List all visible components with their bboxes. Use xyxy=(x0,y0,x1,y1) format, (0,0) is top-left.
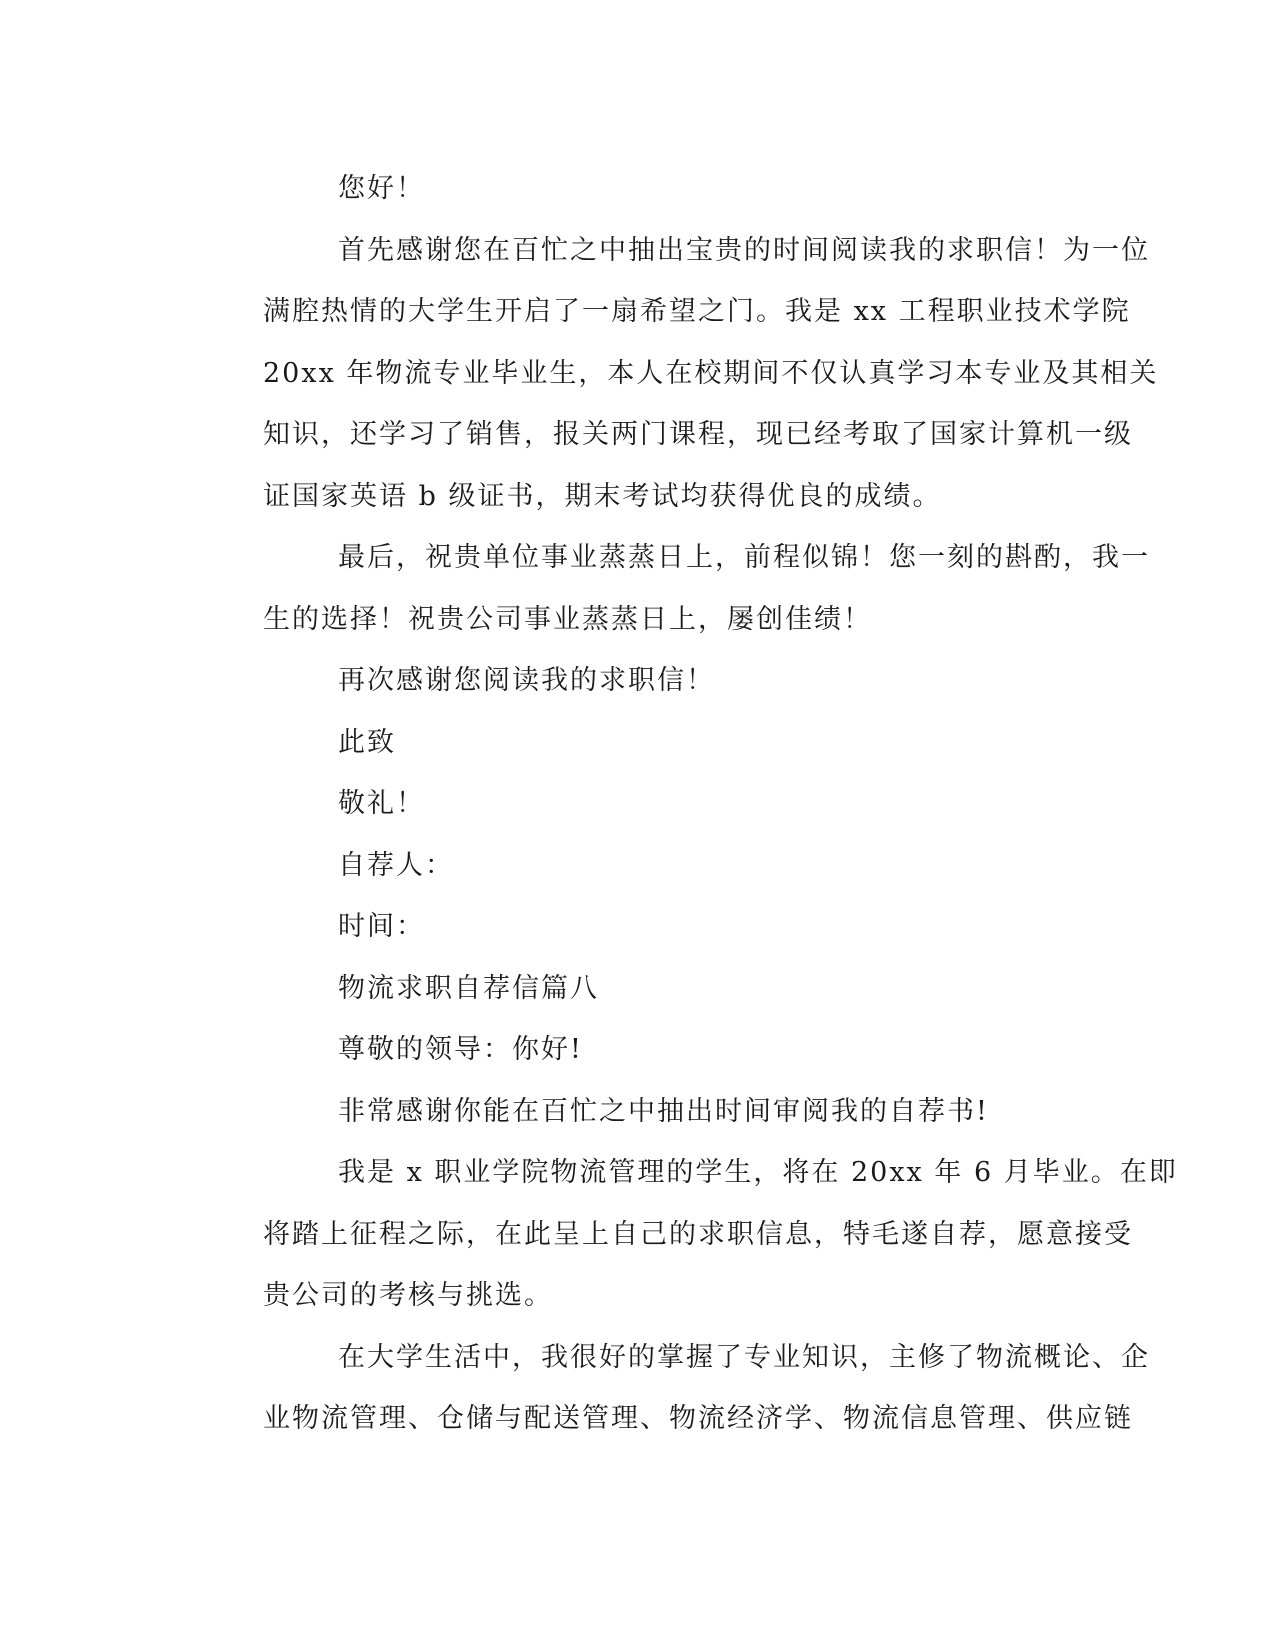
text-line: 将踏上征程之际，在此呈上自己的求职信息，特毛遂自荐，愿意接受 xyxy=(263,1218,1133,1250)
second-thanks xyxy=(188,1081,1078,1143)
self-intro-paragraph xyxy=(188,1142,1178,1327)
text-line: 满腔热情的大学生开启了一扇希望之门。我是 xx 工程职业技术学院 xyxy=(263,296,1131,327)
text-line: 尊敬的领导：你好! xyxy=(338,1034,583,1065)
salutation-cizhi xyxy=(188,712,1078,774)
date-label xyxy=(188,896,1078,958)
text-line: 最后，祝贵单位事业蒸蒸日上，前程似锦！您一刻的斟酌，我一 xyxy=(338,542,1150,573)
text-line: 20xx 年物流专业毕业生，本人在校期间不仅认真学习本专业及其相关 xyxy=(263,357,1159,389)
closing-paragraph xyxy=(188,527,1150,650)
text-line: 知识，还学习了销售，报关两门课程，现已经考取了国家计算机一级 xyxy=(263,419,1133,450)
text-line: 业物流管理、仓储与配送管理、物流经济学、物流信息管理、供应链 xyxy=(263,1403,1133,1434)
intro-paragraph xyxy=(188,220,1159,528)
signer-label xyxy=(188,835,1078,897)
salutation-jingli xyxy=(188,773,1078,835)
text-line: 生的选择！祝贵公司事业蒸蒸日上，屡创佳绩！ xyxy=(263,603,872,635)
study-paragraph xyxy=(188,1327,1150,1450)
letter-body xyxy=(188,158,1178,1450)
text-line: 此致 xyxy=(338,726,396,758)
section-heading xyxy=(188,958,1078,1020)
text-line: 非常感谢你能在百忙之中抽出时间审阅我的自荐书! xyxy=(338,1095,989,1127)
text-line: 在大学生活中，我很好的掌握了专业知识，主修了物流概论、企 xyxy=(338,1341,1150,1373)
second-greeting xyxy=(188,1019,1078,1081)
text-line: 首先感谢您在百忙之中抽出宝贵的时间阅读我的求职信！为一位 xyxy=(338,234,1150,266)
text-line: 物流求职自荐信篇八 xyxy=(338,972,599,1004)
thanks-paragraph xyxy=(188,650,1078,712)
text-line: 您好！ xyxy=(338,173,425,204)
text-line: 证国家英语 b 级证书，期末考试均获得优良的成绩。 xyxy=(263,480,942,512)
text-line: 再次感谢您阅读我的求职信！ xyxy=(338,665,715,696)
text-line: 敬礼！ xyxy=(338,788,425,819)
greeting-paragraph xyxy=(188,158,1078,220)
text-line: 我是 x 职业学院物流管理的学生，将在 20xx 年 6 月毕业。在即 xyxy=(338,1157,1178,1188)
text-line: 时间： xyxy=(338,911,425,942)
text-line: 贵公司的考核与挑选。 xyxy=(263,1280,553,1311)
text-line: 自荐人： xyxy=(338,849,454,881)
